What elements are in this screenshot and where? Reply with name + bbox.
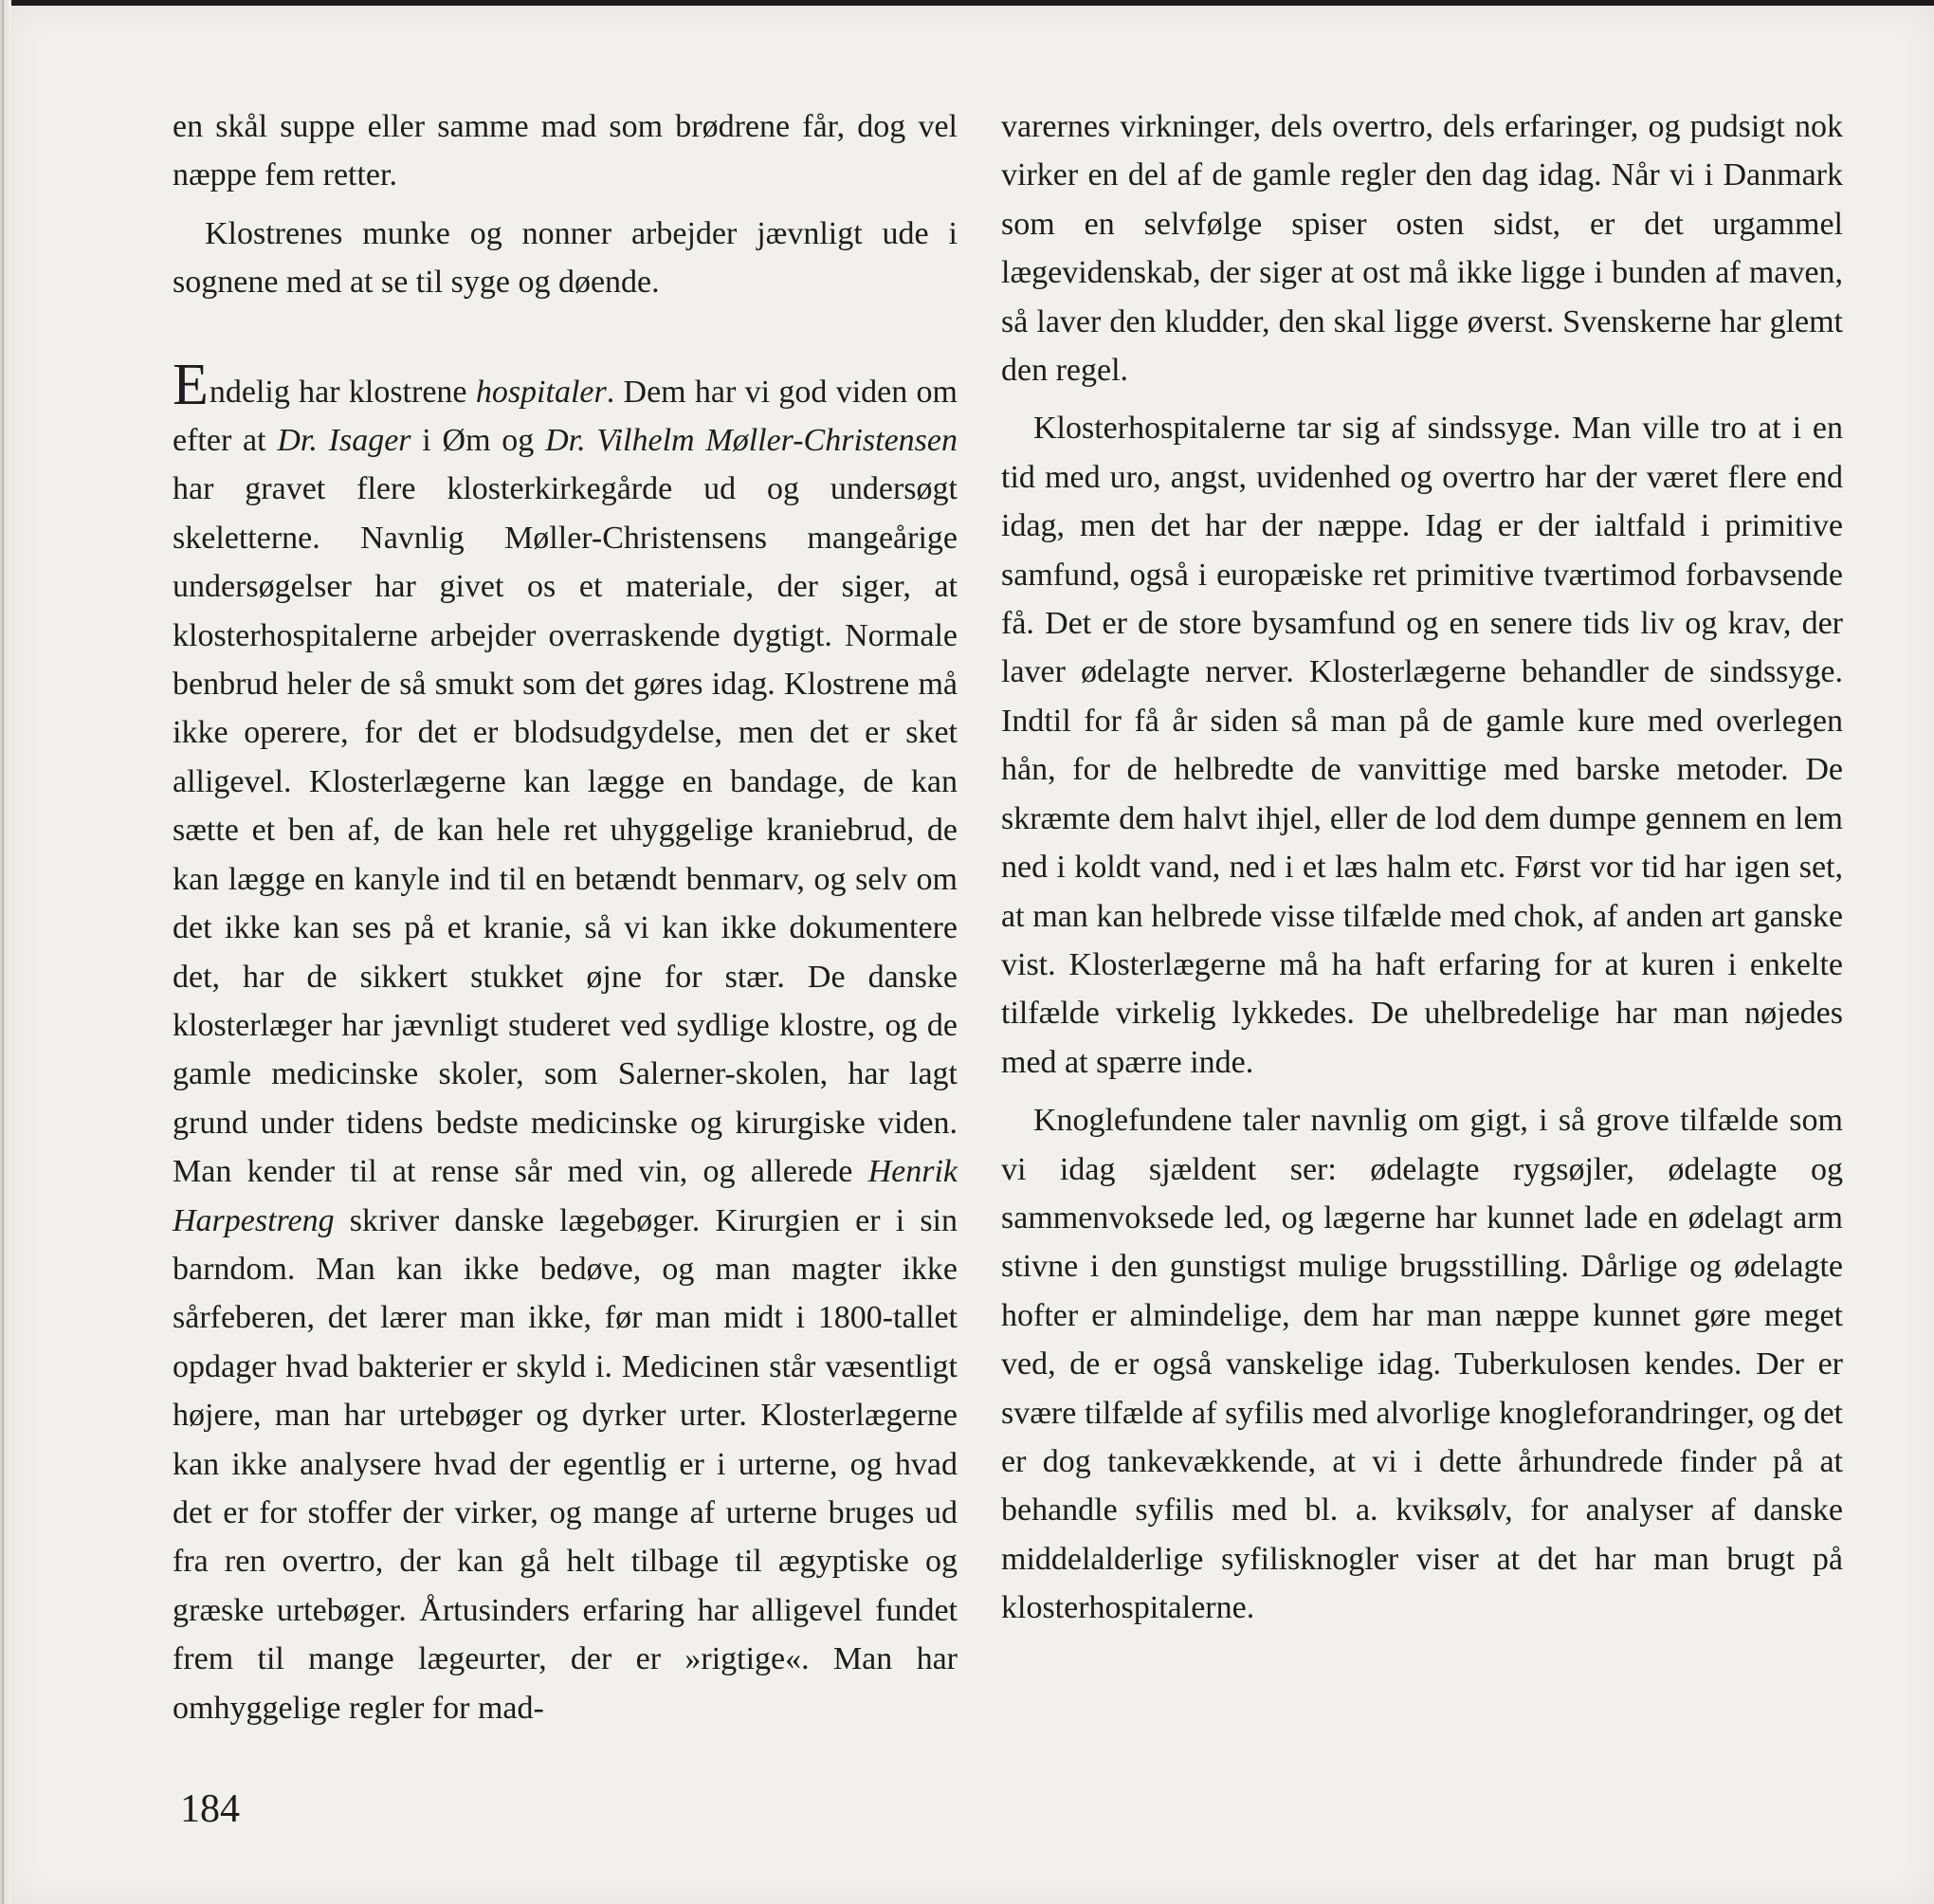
book-page xyxy=(9,6,1934,1904)
paragraph-monks-nuns: Klostrenes munke og nonner arbejder jævnligt ude i sognene med at se til syge og døende. xyxy=(173,215,958,301)
paragraph-bone-finds: Knoglefundene taler navnlig om gigt, i så grove tilfælde som vi idag sjældent ser: ødelagte rygsøjler, ødelagte og sammenvoksede led, og lægerne har kunnet lade en ødelagt arm stivne i den gunstigst mulige brugsstilling. Dårlige og ødelagte hofter er almindelige, dem har man næppe kunnet gøre meget ved, de er også vanskelige idag. Tuberkulosen kendes. Der er svære tilfælde af syfilis med alvorlige knogleforandringer, og det er dog tankevækkende, at vi i dette århundrede finder på at behandle syfilis med bl. a. kviksølv, for analyser af danske middelalderlige syfilisknogler viser at det har man brugt på klosterhospitalerne. xyxy=(1001,1103,1843,1626)
page-left-edge xyxy=(0,0,11,1904)
spine-line xyxy=(2,0,4,1904)
text-run: . Dem har vi god viden om efter at xyxy=(173,374,958,459)
text-run: i Øm og xyxy=(411,423,546,459)
drop-cap: E xyxy=(173,352,209,417)
paragraph-food-rules: varernes virkninger, dels overtro, dels erfaringer, og pudsigt nok virker en del af de gamle regler den dag idag. Når vi i Danmark som en selvfølge spiser osten sidst, er det urgammel lægevidenskab, der siger at ost må ikke ligge i bunden af maven, så laver den kludder, den skal ligge øverst. Svenskerne har glemt den regel. xyxy=(1001,109,1843,389)
right-text-column xyxy=(1001,102,1843,1633)
italic-name-harpestreng: Henrik Harpestreng xyxy=(173,1154,958,1238)
paragraph-insanity: Klosterhospitalerne tar sig af sindssyge. Man ville tro at i en tid med uro, angst, uvidenhed og overtro har der været flere end idag, men det har der næppe. Idag er der ialtfald i primitive samfund, også i europæiske ret primitive tværtimod forbavsende få. Det er de store bysamfund og en senere tids liv og krav, der laver ødelagte nerver. Klosterlægerne behandler de sindssyge. Indtil for få år siden så man på de gamle kure med overlegen hån, for de helbredte de vanvittige med barske metoder. De skræmte dem halvt ihjel, eller de lod dem dumpe gennem en lem ned i koldt vand, ned i et læs halm etc. Først vor tid har igen set, at man kan helbrede visse tilfælde med chok, af anden art ganske vist. Klosterlægerne må ha haft erfaring for at kuren i enkelte tilfælde virkelig lykkedes. De uhelbredelige har man nøjedes med at spærre inde. xyxy=(1001,411,1843,1080)
text-run: ndelig har klostrene xyxy=(209,374,476,410)
italic-name-moller-christensen: Dr. Vilhelm Møller-Christensen xyxy=(545,423,958,459)
page-number: 184 xyxy=(180,1787,240,1831)
left-text-column xyxy=(173,102,958,1732)
paragraph-soup: en skål suppe eller samme mad som brødrene får, dog vel næppe fem retter. xyxy=(173,109,958,193)
italic-term-hospitaler: hospitaler xyxy=(475,374,607,410)
paragraph-hospitals xyxy=(173,352,958,1732)
text-run: har gravet flere klosterkirkegårde ud og undersøgt skeletterne. Navnlig Møller-Christensens mangeårige undersøgelser har givet os et materiale, der siger, at klosterhospitalerne arbejder overraskende dygtigt. Normale benbrud heler de så smukt som det gøres idag. Klostrene må ikke operere, for det er blodsudgydelse, men det er sket alligevel. Klosterlægerne kan lægge en bandage, de kan sætte et ben af, de kan hele ret uhyggelige kraniebrud, de kan lægge en kanyle ind til en betændt benmarv, og selv om det ikke kan ses på et kranie, så vi kan ikke dokumentere det, har de sikkert stukket øjne for stær. De danske klosterlæger har jævnligt studeret ved sydlige klostre, og de gamle medicinske skoler, som Salerner-skolen, har lagt grund under tidens bedste medicinske og kirurgiske viden. Man kender til at rense sår med vin, og allerede xyxy=(173,471,958,1190)
italic-name-isager: Dr. Isager xyxy=(277,423,411,459)
text-run: skriver danske lægebøger. Kirurgien er i sin barndom. Man kan ikke bedøve, og man magter ikke sårfeberen, det lærer man ikke, før man midt i 1800-tallet opdager hvad bakterier er skyld i. Medicinen står væsentligt højere, man har urtebøger og dyrker urter. Klosterlægerne kan ikke analysere hvad der egentlig er i urterne, og hvad det er for stoffer der virker, og mange af urterne bruges ud fra ren overtro, der kan gå helt tilbage til ægyptiske og græske urtebøger. Årtusinders erfaring har alligevel fundet frem til mange lægeurter, der er »rigtige«. Man har omhyggelige regler for mad- xyxy=(173,1202,958,1726)
